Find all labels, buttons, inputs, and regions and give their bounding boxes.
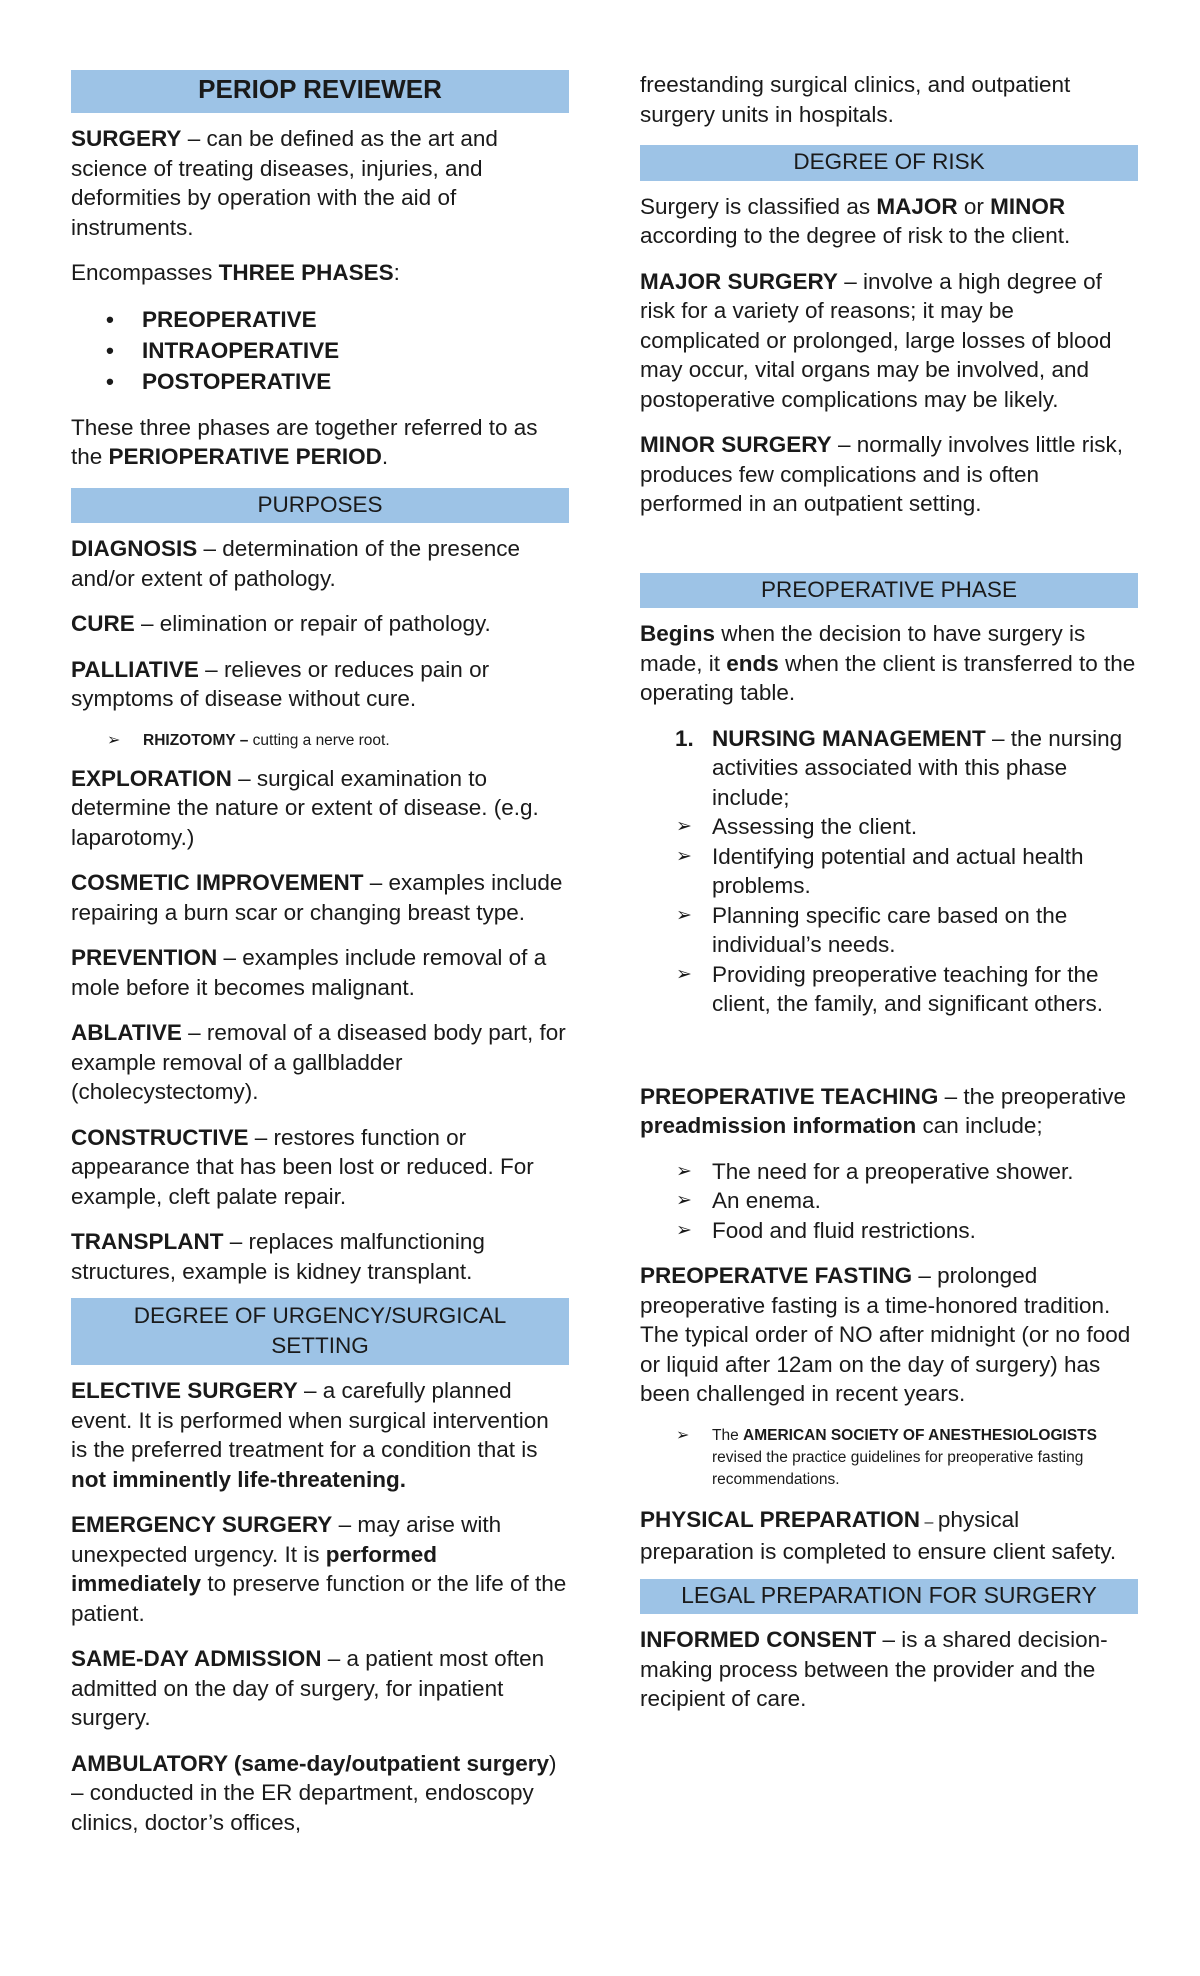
list-item: ➢ The need for a preoperative shower. <box>676 1157 1138 1187</box>
bullet-dot-icon: • <box>106 306 114 332</box>
major-surgery-entry: MAJOR SURGERY – involve a high degree of risk for a variety of reasons; it may be complicated or prolonged, large losses of blood may occur, vital organs may be involved, and postoperative complications may be likely. <box>640 268 1112 412</box>
legal-header: LEGAL PREPARATION FOR SURGERY <box>640 1579 1138 1615</box>
bullet-dot-icon: • <box>106 337 114 363</box>
list-item: ➢ Planning specific care based on the individual’s needs. <box>676 902 1068 957</box>
diagnosis-entry: DIAGNOSIS – determination of the presence and/or extent of pathology. <box>71 536 520 591</box>
preop-header: PREOPERATIVE PHASE <box>640 573 1138 609</box>
right-column <box>640 70 1138 1730</box>
ambulatory-entry: AMBULATORY (same-day/outpatient surgery) – conducted in the ER department, endoscopy clinics, doctor’s offices, <box>71 1750 557 1835</box>
classified-entry: Surgery is classified as MAJOR or MINOR according to the degree of risk to the client. <box>640 193 1071 248</box>
spacer <box>640 535 1138 573</box>
ambulatory-continued: freestanding surgical clinics, and outpatient surgery units in hospitals. <box>640 72 1071 127</box>
arrow-bullet-icon: ➢ <box>676 904 692 926</box>
teaching-entry: PREOPERATIVE TEACHING – the preoperative preadmission information can include; <box>640 1083 1126 1138</box>
constructive-entry: CONSTRUCTIVE – restores function or appearance that has been lost or reduced. For example, cleft palate repair. <box>71 1124 534 1209</box>
same-day-entry: SAME-DAY ADMISSION – a patient most often admitted on the day of surgery, for inpatient surgery. <box>71 1646 545 1730</box>
teaching-list <box>640 1157 1138 1246</box>
phases-summary: These three phases are together referred to as the PERIOPERATIVE PERIOD. <box>71 414 538 469</box>
ablative-entry: ABLATIVE – removal of a diseased body part, for example removal of a gallbladder (cholecystectomy). <box>71 1020 566 1104</box>
bullet-dot-icon: • <box>106 368 114 394</box>
prevention-entry: PREVENTION – examples include removal of a mole before it becomes malignant. <box>71 945 547 1000</box>
arrow-bullet-icon: ➢ <box>676 1190 692 1211</box>
urgency-header: DEGREE OF URGENCY/SURGICAL SETTING <box>71 1298 569 1365</box>
cosmetic-entry: COSMETIC IMPROVEMENT – examples include repairing a burn scar or changing breast type. <box>71 870 563 925</box>
arrow-bullet-icon: ➢ <box>676 845 692 867</box>
palliative-entry: PALLIATIVE – relieves or reduces pain or symptoms of disease without cure. <box>71 656 490 711</box>
list-item: • POSTOPERATIVE <box>106 366 569 397</box>
begins-entry: Begins when the decision to have surgery is made, it ends when the client is transferred to the operating table. <box>640 621 1136 705</box>
informed-consent-entry: INFORMED CONSENT – is a shared decision-making process between the provider and the recipient of care. <box>640 1627 1108 1711</box>
list-item: • PREOPERATIVE <box>106 304 569 335</box>
nursing-management-entry: 1. NURSING MANAGEMENT – the nursing activities associated with this phase include; <box>675 725 1123 810</box>
arrow-bullet-icon: ➢ <box>676 1160 692 1182</box>
document-title: PERIOP REVIEWER <box>71 70 569 113</box>
cure-entry: CURE – elimination or repair of pathology. <box>71 611 491 636</box>
elective-entry: ELECTIVE SURGERY – a carefully planned event. It is performed when surgical intervention is the preferred treatment for a condition that is not imminently life-threatening. <box>71 1378 549 1492</box>
list-item: ➢ An enema. <box>676 1186 1138 1216</box>
phases-intro: Encompasses THREE PHASES: <box>71 260 400 285</box>
left-column <box>71 70 569 1853</box>
fasting-entry: PREOPERATVE FASTING – prolonged preoperative fasting is a time-honored tradition. The typical order of NO after midnight (or no food or liquid after 12am on the day of surgery) has been challenged in recent years. <box>640 1263 1131 1406</box>
purposes-header: PURPOSES <box>71 488 569 524</box>
rhizotomy-list <box>71 730 569 752</box>
term: SURGERY <box>71 126 182 151</box>
list-item: ➢ RHIZOTOMY – cutting a nerve root. <box>107 730 569 752</box>
risk-header: DEGREE OF RISK <box>640 145 1138 181</box>
list-item: ➢ Assessing the client. <box>676 812 1138 842</box>
arrow-bullet-icon: ➢ <box>676 1219 692 1241</box>
arrow-bullet-icon: ➢ <box>676 1426 690 1444</box>
minor-surgery-entry: MINOR SURGERY – normally involves little risk, produces few complications and is often performed in an outpatient setting. <box>640 432 1124 516</box>
exploration-entry: EXPLORATION – surgical examination to determine the nature or extent of disease. (e.g. laparotomy.) <box>71 765 539 850</box>
list-item: ➢ Identifying potential and actual health problems. <box>676 843 1084 898</box>
spacer <box>640 1035 1138 1082</box>
transplant-entry: TRANSPLANT – replaces malfunctioning structures, example is kidney transplant. <box>71 1229 485 1284</box>
phases-list <box>71 304 569 397</box>
arrow-bullet-icon: ➢ <box>676 963 692 985</box>
asa-list <box>640 1425 1138 1491</box>
surgery-definition: SURGERY – can be defined as the art and science of treating diseases, injuries, and deformities by operation with the aid of instruments. <box>71 126 498 240</box>
arrow-bullet-icon: ➢ <box>107 731 121 749</box>
arrow-bullet-icon: ➢ <box>676 816 692 837</box>
nursing-list <box>640 812 1138 1019</box>
emergency-entry: EMERGENCY SURGERY – may arise with unexpected urgency. It is performed immediately to preserve function or the life of the patient. <box>71 1512 567 1626</box>
list-item: ➢ The AMERICAN SOCIETY OF ANESTHESIOLOGISTS revised the practice guidelines for preoperative fasting recommendations. <box>676 1426 1097 1488</box>
list-item: ➢ Food and fluid restrictions. <box>676 1216 1138 1246</box>
physical-preparation-entry: PHYSICAL PREPARATION – physical preparation is completed to ensure client safety. <box>640 1506 1117 1564</box>
list-item: ➢ Providing preoperative teaching for the client, the family, and significant others. <box>676 961 1104 1016</box>
list-item: • INTRAOPERATIVE <box>106 335 569 366</box>
